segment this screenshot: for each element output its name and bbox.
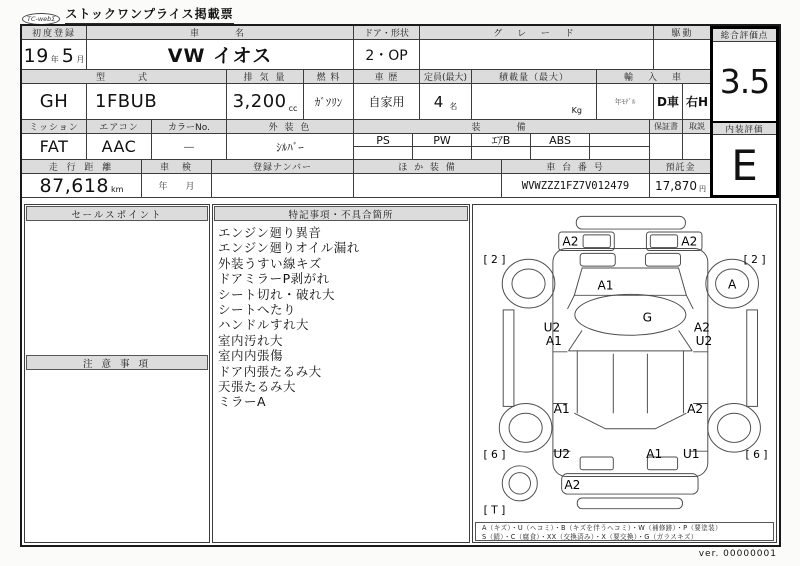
front-bumper-shape [576,216,685,229]
damage-label-right-door-bottom: U2 [695,334,713,349]
import-d-car: D車 [654,84,683,120]
history-value: 自家用 [354,84,420,120]
door-shape-value: 2・OP [354,40,420,70]
bracket-rear-left: [ 6 ] [483,448,506,462]
car-name-header: 車 名 [87,26,354,40]
first-reg-value [22,40,87,70]
import-header: 輸 入 車 [597,70,712,84]
defect-item: シートへたり [218,302,297,318]
deposit-value [650,174,712,198]
warranty-value [650,134,683,160]
displacement-unit: cc [288,104,298,113]
rear-right-wheel [708,403,761,452]
damage-label-left-door-top: U2 [543,320,561,335]
legend-line-1: A（キズ）・U（ヘコミ）・B（キズを伴うヘコミ）・W（補修跡）・P（要塗装） [482,524,722,532]
damage-label-right-quarter: A2 [687,402,704,417]
defect-item: エンジン廻りオイル漏れ [218,240,360,256]
damage-legend [475,522,774,541]
spare-tire-shape [502,466,537,501]
evaluation-box [710,26,779,198]
first-reg-header: 初度登録 [22,26,87,40]
damage-label-left-quarter: A1 [553,402,570,417]
capacity-number: 4 [433,92,444,111]
drive-header: 駆動 [654,26,712,40]
defect-item: 室内汚れ大 [218,332,284,348]
first-reg-year: 19 [23,45,49,67]
damage-label-rear-right: U1 [682,447,700,462]
sales-points-header: セールスポイント [26,206,208,221]
first-reg-month-unit: 月 [76,55,85,64]
equip-empty-6 [590,147,650,160]
mileage-value [22,174,142,198]
inspection-header: 車 検 [142,160,212,174]
equip-airbag: ｴｱB [472,134,531,147]
sheet-frame [20,24,781,547]
mileage-number: 87,618 [39,174,110,197]
reg-no-header: 登録ナンバー [212,160,354,174]
mission-value: FAT [22,134,87,160]
ext-color-header: 外 装 色 [227,120,354,134]
deposit-header: 預託金 [650,160,712,174]
equip-empty-3 [413,147,472,160]
equip-abs: ABS [531,134,590,147]
chassis-value: WVWZZZ1FZ7V012479 [502,174,650,198]
defect-item: ミラーA [218,394,267,410]
damage-label-rear-bumper: A2 [564,478,581,493]
aircon-value: AAC [87,134,152,160]
damage-label-rear-center: A1 [646,447,663,462]
mission-header: ミッション [22,120,87,134]
reg-no-value [212,174,354,198]
model-code-header: 型 式 [22,70,227,84]
damage-label-headlight-left: A2 [562,234,579,249]
front-left-wheel [502,259,555,308]
displacement-number: 3,200 [232,91,287,112]
drive-value [654,40,712,70]
defect-item: ハンドルすれ大 [218,317,310,333]
load-header: 積載量（最大） [472,70,597,84]
color-no-header: カラーNo. [152,120,227,134]
first-reg-year-unit: 年 [50,55,59,64]
defects-header: 特記事項・不具合箇所 [214,206,468,221]
grade-header: グ レ ー ド [420,26,654,40]
tcweb-logo: TC-webΣ [22,13,60,25]
manual-header: 取説 [683,120,712,134]
damage-label-headlight-right: A2 [681,234,698,249]
bracket-rear-right: [ 6 ] [745,448,768,462]
grade-value [420,40,654,70]
defect-item: エンジン廻り異音 [218,225,322,240]
equip-empty-4 [472,147,531,160]
sales-points-panel [24,204,210,543]
ext-color-value: ｼﾙﾊﾞｰ [227,134,354,160]
damage-label-left-door-bottom: A1 [545,334,562,349]
version-text: ver. 00000001 [698,549,777,559]
capacity-value [420,84,472,120]
car-top-view-diagram [473,205,776,523]
other-equip-header: ほ か 装 備 [354,160,502,174]
equip-pw: PW [413,134,472,147]
first-reg-month: 5 [61,45,75,67]
damage-label-roof-glass: G [642,310,653,325]
defect-item: 室内内張傷 [218,348,284,364]
capacity-unit: 名 [449,102,458,111]
chassis-header: 車 台 番 号 [502,160,650,174]
damage-label-hood: A1 [597,278,614,293]
defect-item: 外装うすい線キズ [218,255,322,271]
defect-item: ドア内張たるみ大 [218,363,322,379]
import-handle: 右H [683,84,712,120]
damage-diagram-panel [472,204,777,543]
equipment-header: 装 備 [354,120,650,134]
bracket-front-right: [ 2 ] [743,253,766,267]
aircon-header: エアコン [87,120,152,134]
bracket-spare-tire: [ T ] [483,503,506,517]
overall-score-value: 3.5 [719,62,770,101]
color-no-value: － [152,134,227,160]
equip-empty-1 [590,134,650,147]
fuel-header: 燃 料 [304,70,354,84]
overall-score-header: 総合評価点 [713,29,776,42]
fuel-value: ｶﾞｿﾘﾝ [304,84,354,120]
interior-score-header: 内装評価 [713,121,776,135]
equip-ps: PS [354,134,413,147]
mileage-header: 走 行 距 離 [22,160,142,174]
model-code-value: 1FBUB [87,84,227,120]
other-equip-value [354,174,502,198]
inspection-value: 年 月 [142,174,212,198]
load-value: Kg [472,84,597,120]
legend-line-2: S（錆）・C（腐食）・XX（交換済み）・X（要交換）・G（ガラスキズ） [482,532,698,541]
capacity-header: 定員(最大) [420,70,472,84]
cautions-header: 注 意 事 項 [26,355,208,370]
displacement-value [227,84,304,120]
deposit-number: 17,870 [655,178,697,193]
import-year-model: 年ﾓﾃﾞﾙ [597,84,654,120]
brand-line [22,5,234,25]
rear-left-wheel [499,403,552,452]
mileage-unit: km [111,185,124,194]
defects-list [218,225,467,410]
equip-empty-5 [531,147,590,160]
damage-label-right-door-top: A2 [693,320,710,335]
warranty-header: 保証書 [650,120,683,134]
sheet-title: ストックワンプライス掲載票 [65,5,233,25]
displacement-header: 排 気 量 [227,70,304,84]
roof-glass-shape [575,294,686,335]
car-name-value: VW イオス [87,40,354,70]
defect-item: シート切れ・破れ大 [218,286,336,302]
damage-label-front-right-wheel: A [727,277,737,292]
interior-score-value: E [731,140,758,190]
damage-label-rear-left: U2 [553,447,570,462]
deposit-unit: 円 [699,185,706,193]
history-header: 車 歴 [354,70,420,84]
bracket-front-left: [ 2 ] [483,253,506,267]
defect-item: ドアミラーP剥がれ [218,271,330,287]
equip-empty-2 [354,147,413,160]
manual-value [683,134,712,160]
model-code-prefix: GH [22,84,87,120]
defect-item: 天張たるみ大 [218,379,297,395]
door-shape-header: ドア・形状 [354,26,420,40]
car-body-outline [553,249,708,477]
defects-panel [212,204,470,543]
